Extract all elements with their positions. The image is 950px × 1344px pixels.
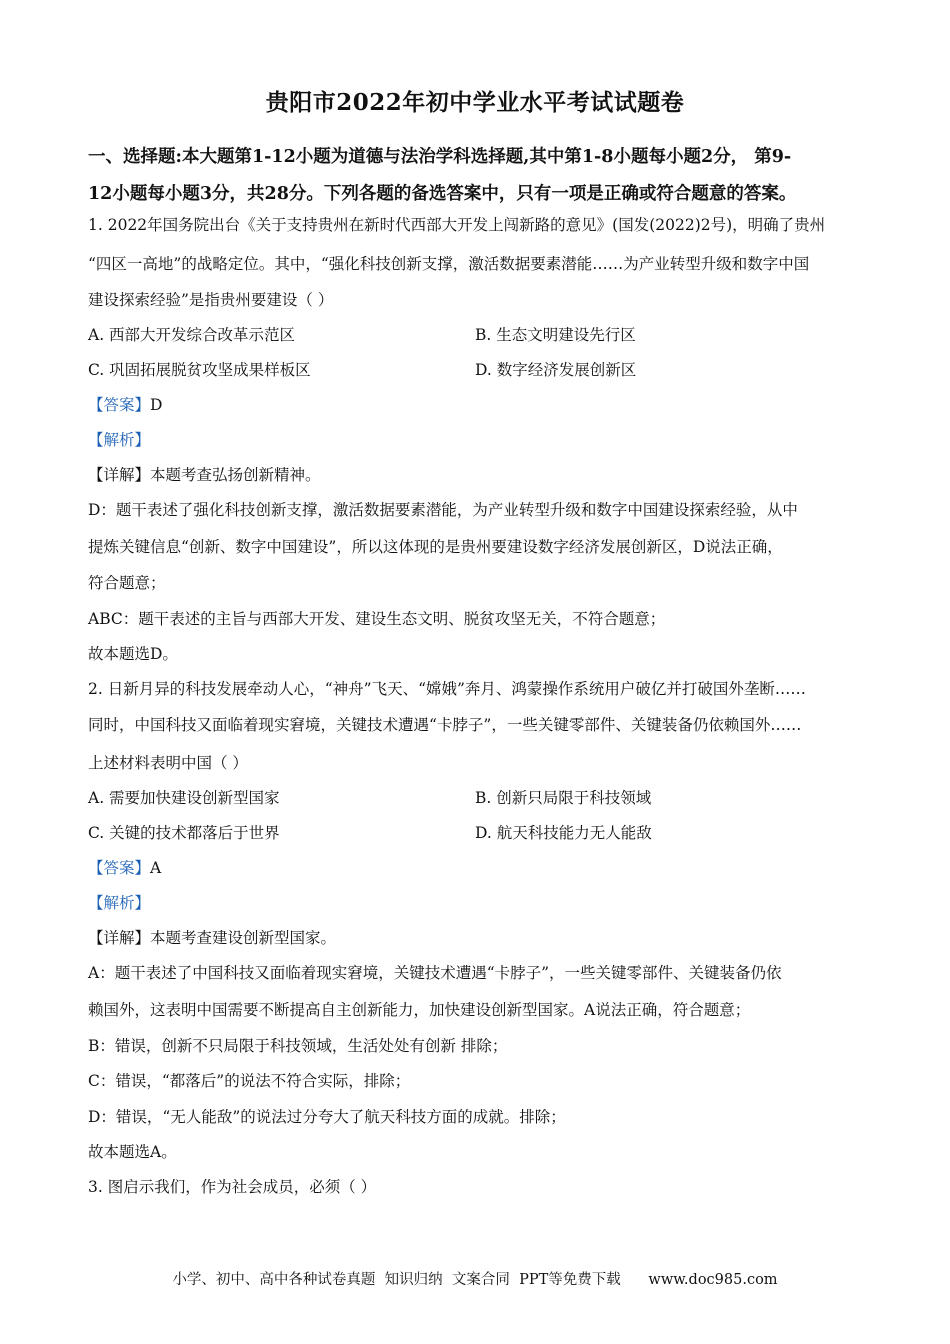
- q1-explanation-line-4: ABC：题干表述的主旨与西部大开发、建设生态文明、脱贫攻坚无关，不符合题意；: [88, 610, 666, 628]
- q1-stem-line-2: “四区一高地”的战略定位。其中，“强化科技创新支撑，激活数据要素潜能……为产业转型升级和数字中国: [88, 255, 810, 273]
- answer-value: A: [150, 859, 162, 877]
- q2-explanation-line-1: A：题干表述了中国科技又面临着现实窘境，关键技术遭遇“卡脖子”，一些关键零部件、关键装备仍依: [88, 964, 782, 982]
- q1-option-b: B. 生态文明建设先行区: [475, 326, 636, 344]
- q2-explanation-line-2: 赖国外，这表明中国需要不断提高自主创新能力，加快建设创新型国家。A说法正确，符合题意；: [88, 1001, 751, 1019]
- q2-option-c: C. 关键的技术都落后于世界: [88, 824, 280, 842]
- q2-option-b: B. 创新只局限于科技领域: [475, 789, 652, 807]
- q1-analysis: [88, 430, 868, 450]
- q1-answer: [88, 395, 868, 415]
- q2-option-a: A. 需要加快建设创新型国家: [88, 789, 280, 807]
- q1-explanation-line-2: 提炼关键信息“创新、数字中国建设”，所以这体现的是贵州要建设数字经济发展创新区，D说法正确，: [88, 538, 783, 556]
- q3-stem: 3. 图启示我们，作为社会成员，必须（ ）: [88, 1178, 377, 1196]
- page-title: 贵阳市2022年初中学业水平考试试题卷: [265, 89, 685, 116]
- q2-analysis: [88, 893, 868, 913]
- q1-explanation-line-3: 符合题意；: [88, 574, 166, 592]
- q1-explanation-line-5: 故本题选D。: [88, 645, 178, 663]
- q2-option-d: D. 航天科技能力无人能敌: [475, 824, 652, 842]
- detail-intro: 本题考查弘扬创新精神。: [150, 466, 321, 484]
- q2-stem-line-2: 同时，中国科技又面临着现实窘境，关键技术遭遇“卡脖子”，一些关键零部件、关键装备仍依赖国外……: [88, 716, 802, 734]
- q2-detail: [88, 928, 868, 948]
- detail-tag: 【详解】: [88, 466, 151, 484]
- detail-intro: 本题考查建设创新型国家。: [150, 929, 337, 947]
- q2-explanation-line-5: D：错误，“无人能敌”的说法过分夸大了航天科技方面的成就。排除；: [88, 1108, 566, 1126]
- q2-stem-line-3: 上述材料表明中国（ ）: [88, 754, 248, 772]
- q1-stem-line-1: 1. 2022年国务院出台《关于支持贵州在新时代西部大开发上闯新路的意见》(国发(2022)2号)，明确了贵州: [88, 216, 826, 234]
- q2-answer: [88, 858, 868, 878]
- detail-tag: 【详解】: [88, 929, 151, 947]
- q2-explanation-line-3: B：错误，创新不只局限于科技领域，生活处处有创新 排除；: [88, 1037, 508, 1055]
- q1-option-a: A. 西部大开发综合改革示范区: [88, 326, 296, 344]
- page-footer: 小学、初中、高中各种试卷真题 知识归纳 文案合同 PPT等免费下载 www.doc985.com: [172, 1272, 778, 1288]
- analysis-tag: 【解析】: [88, 431, 151, 449]
- section-heading-line-2: 12小题每小题3分，共28分。下列各题的备选答案中，只有一项是正确或符合题意的答案。: [88, 184, 797, 204]
- q1-stem-line-3: 建设探索经验”是指贵州要建设（ ）: [88, 291, 334, 309]
- q1-detail: [88, 465, 868, 485]
- q1-option-c: C. 巩固拓展脱贫攻坚成果样板区: [88, 361, 311, 379]
- answer-value: D: [150, 396, 163, 414]
- answer-tag: 【答案】: [88, 859, 151, 877]
- analysis-tag: 【解析】: [88, 894, 151, 912]
- section-heading-line-1: 一、选择题:本大题第1-12小题为道德与法治学科选择题,其中第1-8小题每小题2分， 第9-: [88, 147, 792, 167]
- q2-explanation-line-4: C：错误，“都落后”的说法不符合实际，排除；: [88, 1072, 411, 1090]
- q1-explanation-line-1: D：题干表述了强化科技创新支撑，激活数据要素潜能，为产业转型升级和数字中国建设探索经验，从中: [88, 501, 798, 519]
- answer-tag: 【答案】: [88, 396, 151, 414]
- q1-option-d: D. 数字经济发展创新区: [475, 361, 637, 379]
- q2-explanation-line-6: 故本题选A。: [88, 1143, 177, 1161]
- q2-stem-line-1: 2. 日新月异的科技发展牵动人心，“神舟”飞天、“嫦娥”奔月、鸿蒙操作系统用户破亿并打破国外垄断……: [88, 680, 806, 698]
